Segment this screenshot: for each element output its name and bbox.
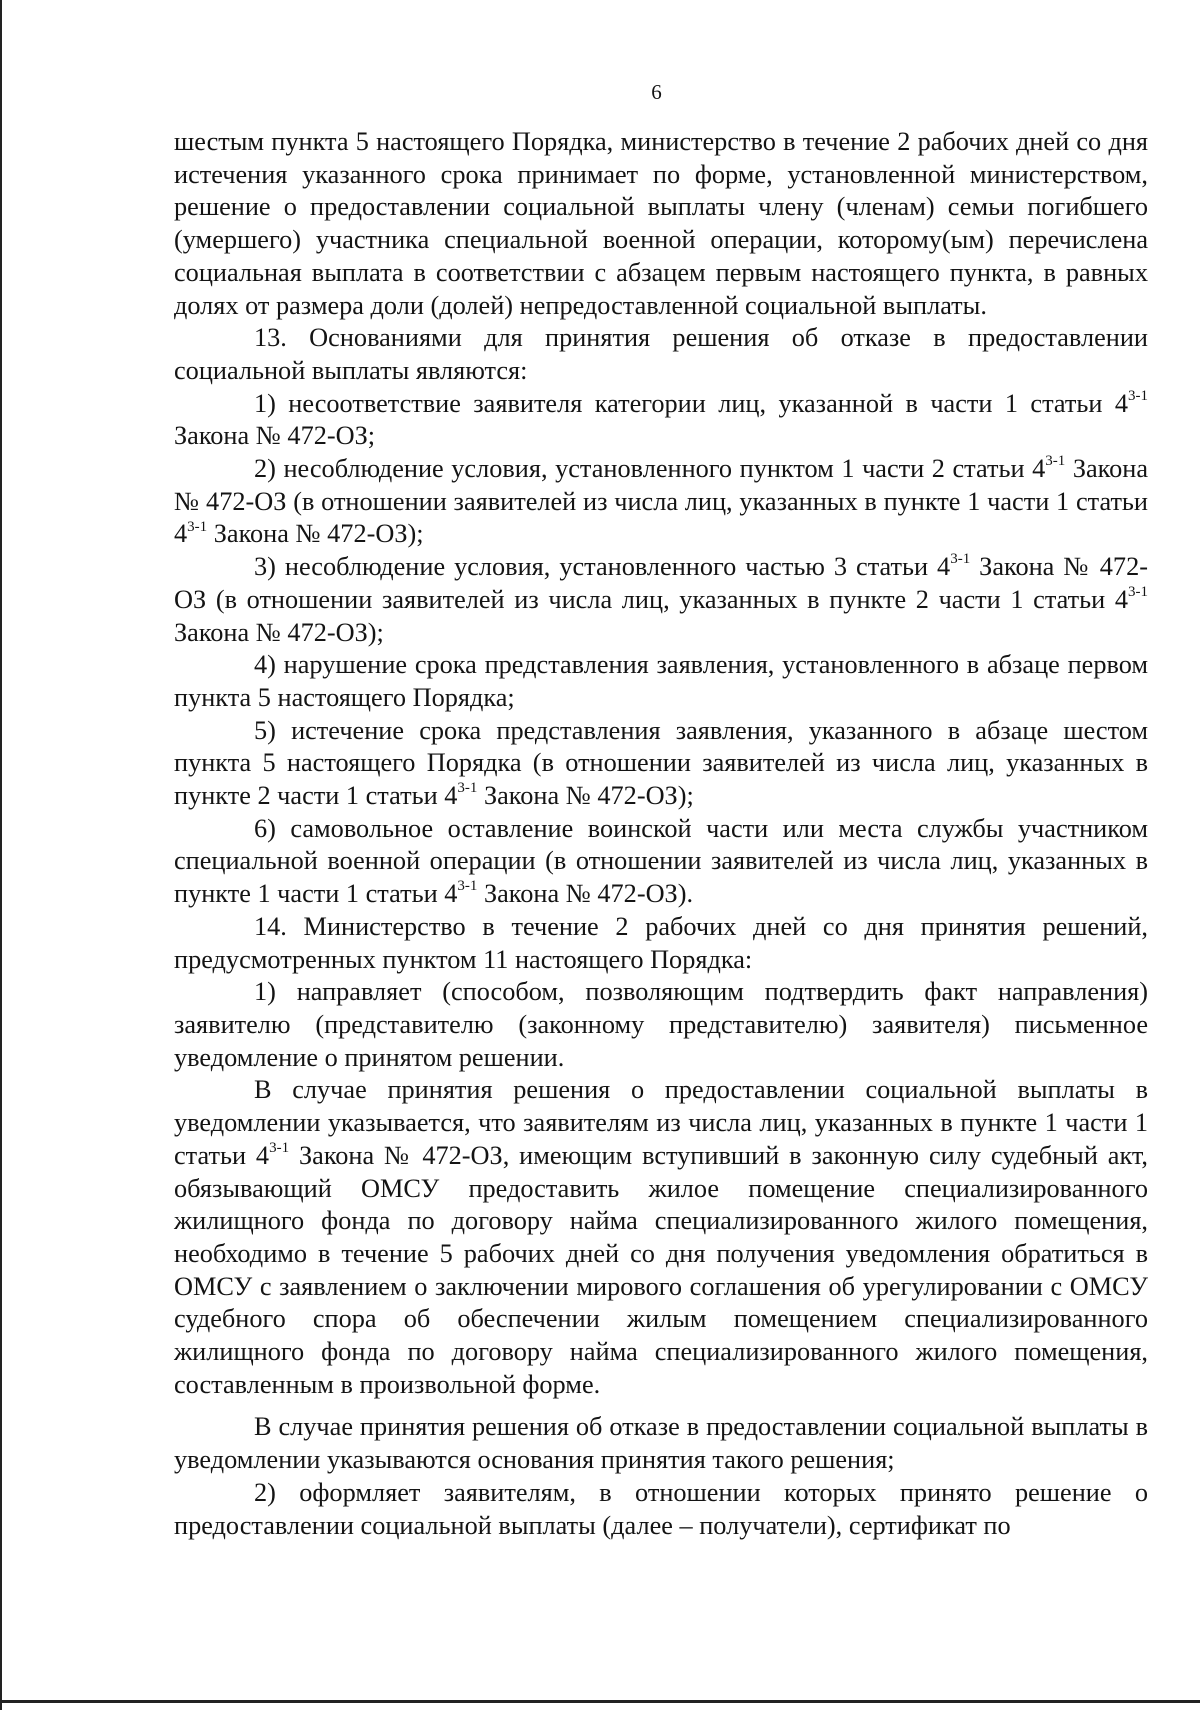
- paragraph-13-item-4: 4) нарушение срока представления заявления, установленного в абзаце первом пункта 5 настоящего Порядка;: [174, 650, 1148, 712]
- paragraph-13-item-2: 2) несоблюдение условия, установленного пунктом 1 части 2 статьи 4$^{3-1}$ Закона № 472-ОЗ (в отношении заявителей из числа лиц, указанных в пункте 1 части 1 статьи 4$^{3-1}$ Закона № 472-ОЗ);: [174, 453, 1148, 549]
- page-number: 6: [651, 80, 662, 104]
- paragraph-14-item-1-refusal: В случае принятия решения об отказе в предоставлении социальной выплаты в уведомлении указываются основания принятия такого решения;: [174, 1412, 1148, 1475]
- paragraph-14-item-2: 2) оформляет заявителям, в отношении которых принято решение о предоставлении социальной выплаты (далее – получатели), сертификат по: [174, 1477, 1148, 1540]
- paragraph-continuation: шестым пункта 5 настоящего Порядка, министерство в течение 2 рабочих дней со дня истечения указанного срока принимает по форме, установленной министерством, решение о предоставлении социальной выплаты члену (членам) семьи погибшего (умершего) участника специальной военной операции, которому(ым) перечислена социальная выплата в соответствии с абзацем первым настоящего пункта, в равных долях от размера доли (долей) непредоставленной социальной выплаты.: [174, 127, 1148, 320]
- paragraph-14: 14. Министерство в течение 2 рабочих дней со дня принятия решений, предусмотренных пунктом 11 настоящего Порядка:: [174, 911, 1148, 974]
- paragraph-14-item-1: 1) направляет (способом, позволяющим подтвердить факт направления) заявителю (представителю (законному представителю) заявителя) письменное уведомление о принятом решении.: [174, 977, 1148, 1072]
- paragraph-13-item-1: 1) несоответствие заявителя категории лиц, указанной в части 1 статьи 4$^{3-1}$ Закона № 472-ОЗ;: [174, 387, 1148, 451]
- scan-edge-bottom: [0, 1700, 1200, 1703]
- paragraph-13-item-5: 5) истечение срока представления заявления, указанного в абзаце шестом пункта 5 настоящего Порядка (в отношении заявителей из числа лиц, указанных в пункте 2 части 1 статьи 4$^{3-1}$ Закона № 472-ОЗ);: [174, 715, 1148, 811]
- paragraph-13-item-6: 6) самовольное оставление воинской части или места службы участником специальной военной операции (в отношении заявителей из числа лиц, указанных в пункте 1 части 1 статьи 4$^{3-1}$ Закона № 472-ОЗ).: [174, 813, 1148, 909]
- paragraph-14-item-1-granted: В случае принятия решения о предоставлении социальной выплаты в уведомлении указывается, что заявителям из числа лиц, указанных в пункте 1 части 1 статьи 4$^{3-1}$ Закона № 472-ОЗ, имеющим вступивший в законную силу судебный акт, обязывающий ОМСУ предоставить жилое помещение специализированного жилищного фонда по договору найма специализированного жилого помещения, необходимо в течение 5 рабочих дней со дня получения уведомления обратиться в ОМСУ с заявлением о заключении мирового соглашения об урегулировании с ОМСУ судебного спора об обеспечении жилым помещением специализированного жилищного фонда по договору найма специализированного жилого помещения, составленным в произвольной форме.: [174, 1075, 1148, 1399]
- document-body: [174, 126, 1148, 1542]
- paragraph-13: 13. Основаниями для принятия решения об отказе в предоставлении социальной выплаты являются:: [174, 323, 1148, 385]
- paragraph-13-item-3: 3) несоблюдение условия, установленного частью 3 статьи 4$^{3-1}$ Закона № 472-ОЗ (в отношении заявителей из числа лиц, указанных в пункте 2 части 1 статьи 4$^{3-1}$ Закона № 472-ОЗ);: [174, 551, 1148, 647]
- scan-edge-left: [0, 0, 2, 1710]
